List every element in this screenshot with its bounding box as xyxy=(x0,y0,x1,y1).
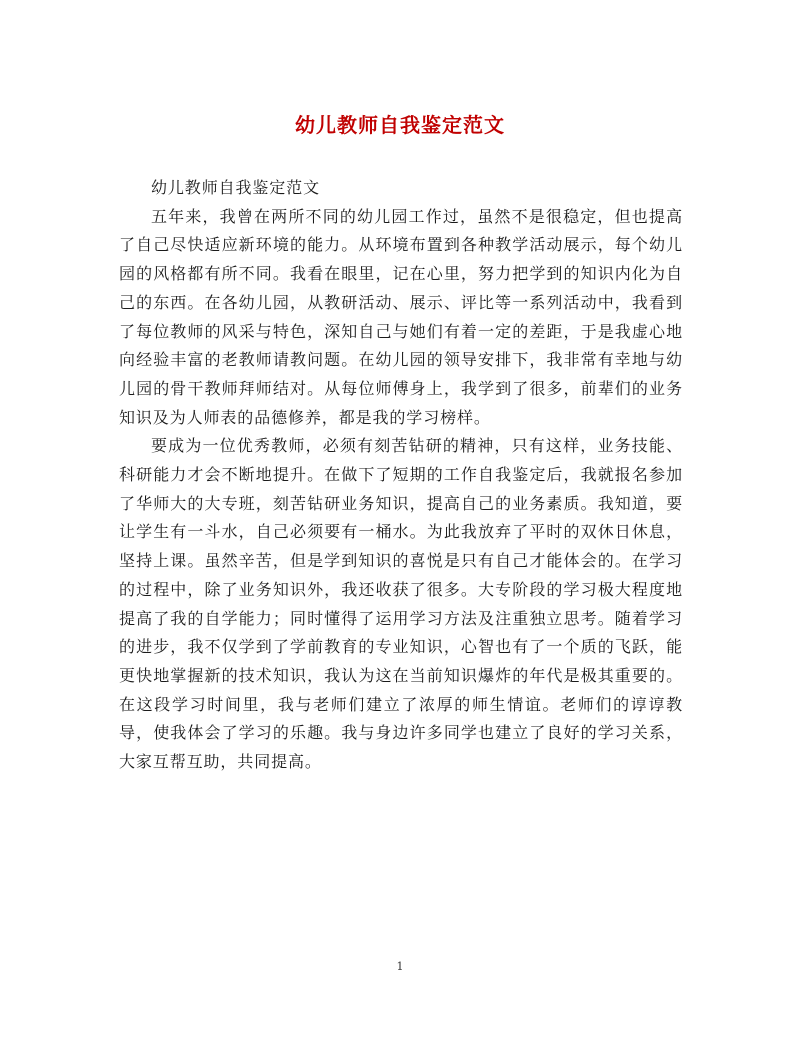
body-paragraph-heading: 幼儿教师自我鉴定范文 xyxy=(151,178,321,197)
document-body xyxy=(119,174,683,777)
body-paragraph: 五年来，我曾在两所不同的幼儿园工作过，虽然不是很稳定，但也提高了自己尽快适应新环境的能力。从环境布置到各种教学活动展示，每个幼儿园的风格都有所不同。我看在眼里，记在心里，努力把学到的知识内化为自己的东西。在各幼儿园，从教研活动、展示、评比等一系列活动中，我看到了每位教师的风采与特色，深知自己与她们有着一定的差距，于是我虚心地向经验丰富的老教师请教问题。在幼儿园的领导安排下，我非常有幸地与幼儿园的骨干教师拜师结对。从每位师傅身上，我学到了很多，前辈们的业务知识及为人师表的品德修养，都是我的学习榜样。 xyxy=(119,206,683,427)
body-paragraph: 要成为一位优秀教师，必须有刻苦钻研的精神，只有这样，业务技能、科研能力才会不断地提升。在做下了短期的工作自我鉴定后，我就报名参加了华师大的大专班，刻苦钻研业务知识，提高自己的业务素质。我知道，要让学生有一斗水，自己必须要有一桶水。为此我放弃了平时的双休日休息，坚持上课。虽然辛苦，但是学到知识的喜悦是只有自己才能体会的。在学习的过程中，除了业务知识外，我还收获了很多。大专阶段的学习极大程度地提高了我的自学能力；同时懂得了运用学习方法及注重独立思考。随着学习的进步，我不仅学到了学前教育的专业知识，心智也有了一个质的飞跃，能更快地掌握新的技术知识，我认为这在当前知识爆炸的年代是极其重要的。在这段学习时间里，我与老师们建立了浓厚的师生情谊。老师们的谆谆教导，使我体会了学习的乐趣。我与身边许多同学也建立了良好的学习关系，大家互帮互助，共同提高。 xyxy=(119,436,683,772)
page-number: 1 xyxy=(396,960,404,973)
document-title: 幼儿教师自我鉴定范文 xyxy=(295,113,505,137)
